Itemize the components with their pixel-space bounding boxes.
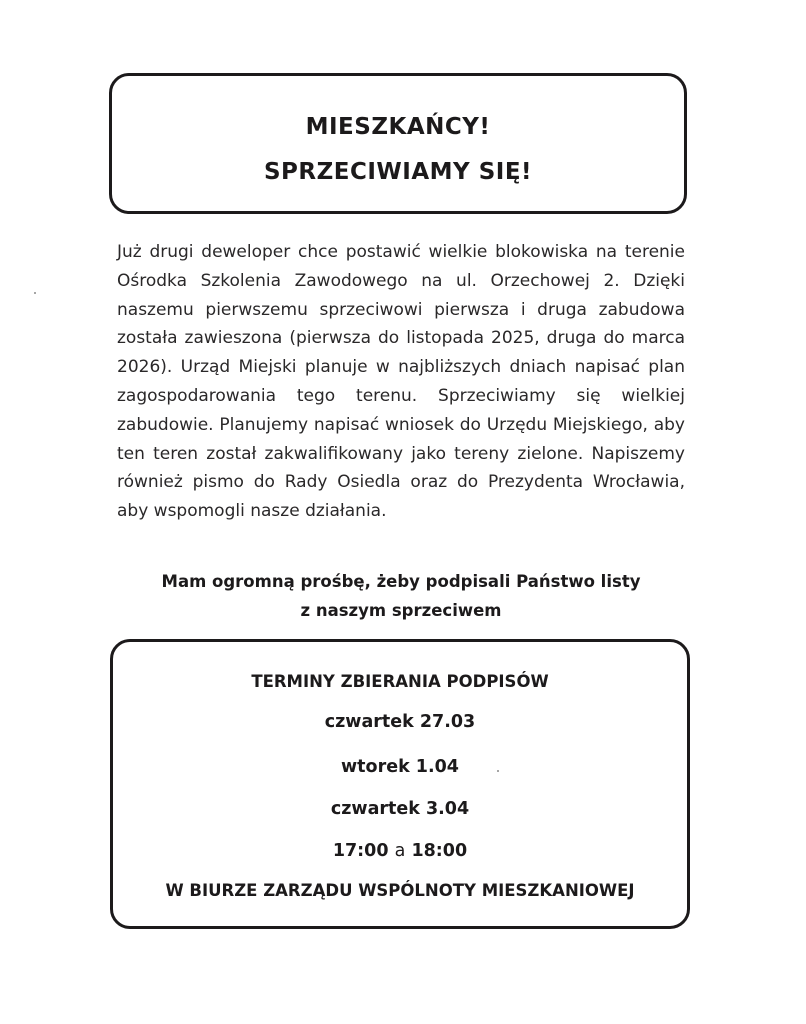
request-text [117, 567, 685, 625]
header-subtitle: SPRZECIWIAMY SIĘ! [263, 159, 533, 185]
time-start: 17:00 [332, 841, 389, 861]
scan-speck [34, 292, 36, 294]
schedule-date-1: czwartek 27.03 [324, 712, 476, 732]
schedule-date-3: czwartek 3.04 [330, 799, 470, 819]
schedule-date-2: wtorek 1.04 [341, 757, 459, 777]
body-paragraph: Już drugi deweloper chce postawić wielkie blokowiska na terenie Ośrodka Szkolenia Zawodowego na ul. Orzechowej 2. Dzięki naszemu pierwszemu sprzeciwowi pierwsza i druga zabudowa została zawieszona (pierwsza do listopada 2025, druga do marca 2026). Urząd Miejski planuje w najbliższych dniach napisać plan zagospodarowania tego terenu. Sprzeciwiamy się wielkiej zabudowie. Planujemy napisać wniosek do Urzędu Miejskiego, aby ten teren został zakwalifikowany jako tereny zielone. Napiszemy również pismo do Rady Osiedla oraz do Prezydenta Wrocławia, aby wspomogli nasze działania. [117, 242, 685, 522]
request-line-2: z naszym sprzeciwem [300, 601, 502, 620]
header-title: MIESZKAŃCY! [305, 114, 491, 140]
schedule-title: TERMINY ZBIERANIA PODPISÓW [251, 672, 549, 691]
scan-speck [497, 770, 499, 772]
schedule-time [113, 841, 687, 861]
request-line-1: Mam ogromną prośbę, żeby podpisali Państwo listy [161, 572, 641, 591]
time-end: 18:00 [411, 841, 468, 861]
schedule-box [110, 639, 690, 929]
schedule-place: W BIURZE ZARZĄDU WSPÓLNOTY MIESZKANIOWEJ [165, 881, 635, 900]
header-box [109, 73, 687, 214]
time-connector: a [394, 841, 406, 861]
